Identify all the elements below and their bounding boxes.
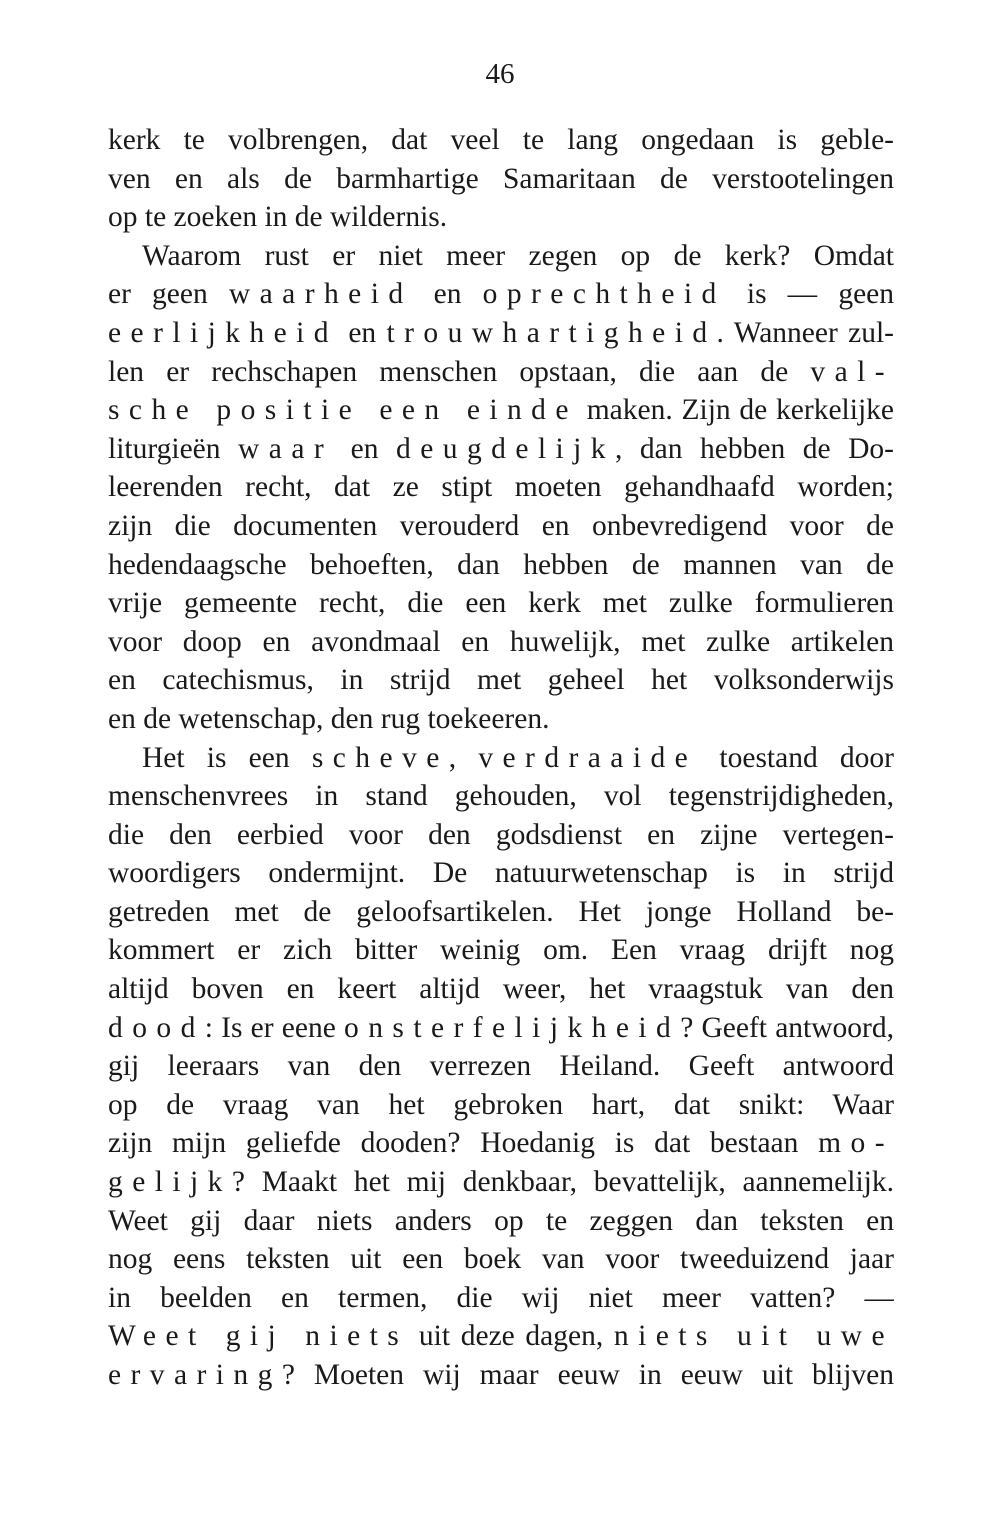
text-run: , (448, 741, 479, 774)
text-run: leerenden recht, dat ze stipt moeten gehandhaafd worden; (108, 471, 894, 504)
text-run: ? Moeten wij maar eeuw in eeuw uit blijven (281, 1359, 894, 1391)
text-run: op te zoeken in de wildernis. (108, 201, 448, 234)
text-run: toestand door (697, 741, 894, 774)
spaced-emphasis: val- (810, 355, 894, 388)
text-line (108, 970, 894, 1009)
text-line (108, 546, 894, 585)
text-run: ven en als de barmhartige Samaritaan de verstootelingen (108, 162, 894, 195)
text-run: woordigers ondermijnt. De natuurwetenschap is in strijd (108, 857, 894, 890)
text-run: die den eerbied voor den godsdienst en zijne vertegen- (108, 818, 894, 851)
spaced-emphasis: scheve (311, 741, 449, 774)
spaced-emphasis: gelijk (108, 1166, 232, 1199)
text-line (108, 893, 894, 932)
text-run: hedendaagsche behoeften, dan hebben de mannen van de (108, 548, 894, 581)
text-line (108, 1163, 894, 1202)
text-line (108, 1279, 894, 1318)
text-line (108, 1356, 894, 1395)
text-line (108, 468, 894, 507)
text-run: voor doop en avondmaal en huwelijk, met zulke artikelen (108, 625, 894, 658)
text-run: zijn die documenten verouderd en onbevredigend voor de (108, 509, 894, 542)
text-line (108, 275, 894, 314)
text-line (108, 237, 894, 276)
page-number: 46 (485, 58, 515, 90)
text-run: liturgieën (108, 432, 239, 465)
spaced-emphasis: waar (238, 432, 334, 465)
text-run: nog eens teksten uit een boek van voor tweeduizend jaar (108, 1243, 894, 1276)
text-line (108, 623, 894, 662)
text-line (108, 353, 894, 392)
spaced-emphasis: deugdelijk (396, 432, 615, 465)
spaced-emphasis: onsterfelijkheid (344, 1011, 681, 1044)
text-run: Het is een (142, 741, 312, 774)
spaced-emphasis: verdraaide (478, 741, 698, 774)
spaced-emphasis: oprechtheid (482, 278, 726, 311)
spaced-emphasis: eerlijkheid (108, 316, 338, 349)
text-run: kerk te volbrengen, dat veel te lang ongedaan is geble- (108, 124, 894, 156)
text-line (108, 160, 894, 199)
text-run: en catechismus, in strijd met geheel het volksonderwijs (108, 664, 894, 697)
text-line (108, 739, 894, 778)
text-run: maken. Zijn de kerkelijke (577, 394, 894, 427)
spaced-emphasis: waarheid (228, 278, 413, 311)
text-run: Waarom rust er niet meer zegen op de kerk? Omdat (142, 239, 894, 272)
text-run: kommert er zich bitter weinig om. Een vraag drijft nog (108, 934, 894, 967)
text-run: getreden met de geloofsartikelen. Het jonge Holland be- (108, 895, 894, 928)
text-run: : Is er eene (204, 1011, 345, 1044)
text-line (108, 198, 894, 237)
text-run: er geen (108, 278, 229, 311)
text-run: vrije gemeente recht, die een kerk met zulke formulieren (108, 587, 894, 620)
body-text (108, 121, 894, 1395)
spaced-emphasis: Weet gij niets (108, 1320, 409, 1353)
text-run: en (412, 278, 483, 311)
text-line (108, 507, 894, 546)
text-line (108, 1047, 894, 1086)
spaced-emphasis: sche positie een einde (108, 394, 578, 427)
spaced-emphasis: dood (108, 1011, 205, 1044)
text-line (108, 816, 894, 855)
text-line (108, 1086, 894, 1125)
text-run: , dan hebben de Do- (614, 432, 894, 465)
spaced-emphasis: trouwhartigheid (386, 316, 717, 349)
text-run: . Wanneer zul- (716, 316, 894, 349)
text-run: op de vraag van het gebroken hart, dat snikt: Waar (108, 1088, 894, 1121)
text-line (108, 1124, 894, 1163)
text-run: altijd boven en keert altijd weer, het vraagstuk van den (108, 973, 894, 1006)
text-line (108, 854, 894, 893)
text-line (108, 1317, 894, 1356)
text-line (108, 661, 894, 700)
spaced-emphasis: niets uit uwe (613, 1320, 894, 1353)
spaced-emphasis: ervaring (108, 1359, 282, 1391)
text-line (108, 121, 894, 160)
text-run: uit deze dagen, (408, 1320, 614, 1353)
text-run: gij leeraars van den verrezen Heiland. Geeft antwoord (108, 1050, 894, 1083)
spaced-emphasis: mo- (818, 1127, 894, 1160)
text-line (108, 430, 894, 469)
text-run: Weet gij daar niets anders op te zeggen dan teksten en (108, 1204, 894, 1237)
text-run: zijn mijn geliefde dooden? Hoedanig is dat bestaan (108, 1127, 819, 1160)
text-run: ? Geeft antwoord, (680, 1011, 894, 1044)
text-line (108, 1202, 894, 1241)
text-run: ? Maakt het mij denkbaar, bevattelijk, aannemelijk. (231, 1166, 894, 1199)
text-run: menschenvrees in stand gehouden, vol tegenstrijdigheden, (108, 780, 894, 813)
text-line (108, 314, 894, 353)
text-run: en de wetenschap, den rug toekeeren. (108, 702, 550, 735)
text-run: en (337, 316, 387, 349)
text-run: len er rechschapen menschen opstaan, die aan de (108, 355, 811, 388)
text-line (108, 1009, 894, 1048)
text-line (108, 584, 894, 623)
text-run: is — geen (725, 278, 894, 311)
text-line (108, 1240, 894, 1279)
text-run: en (333, 432, 397, 465)
text-line (108, 931, 894, 970)
text-line (108, 700, 894, 739)
text-run: in beelden en termen, die wij niet meer vatten? — (108, 1281, 894, 1314)
text-line (108, 777, 894, 816)
text-line (108, 391, 894, 430)
